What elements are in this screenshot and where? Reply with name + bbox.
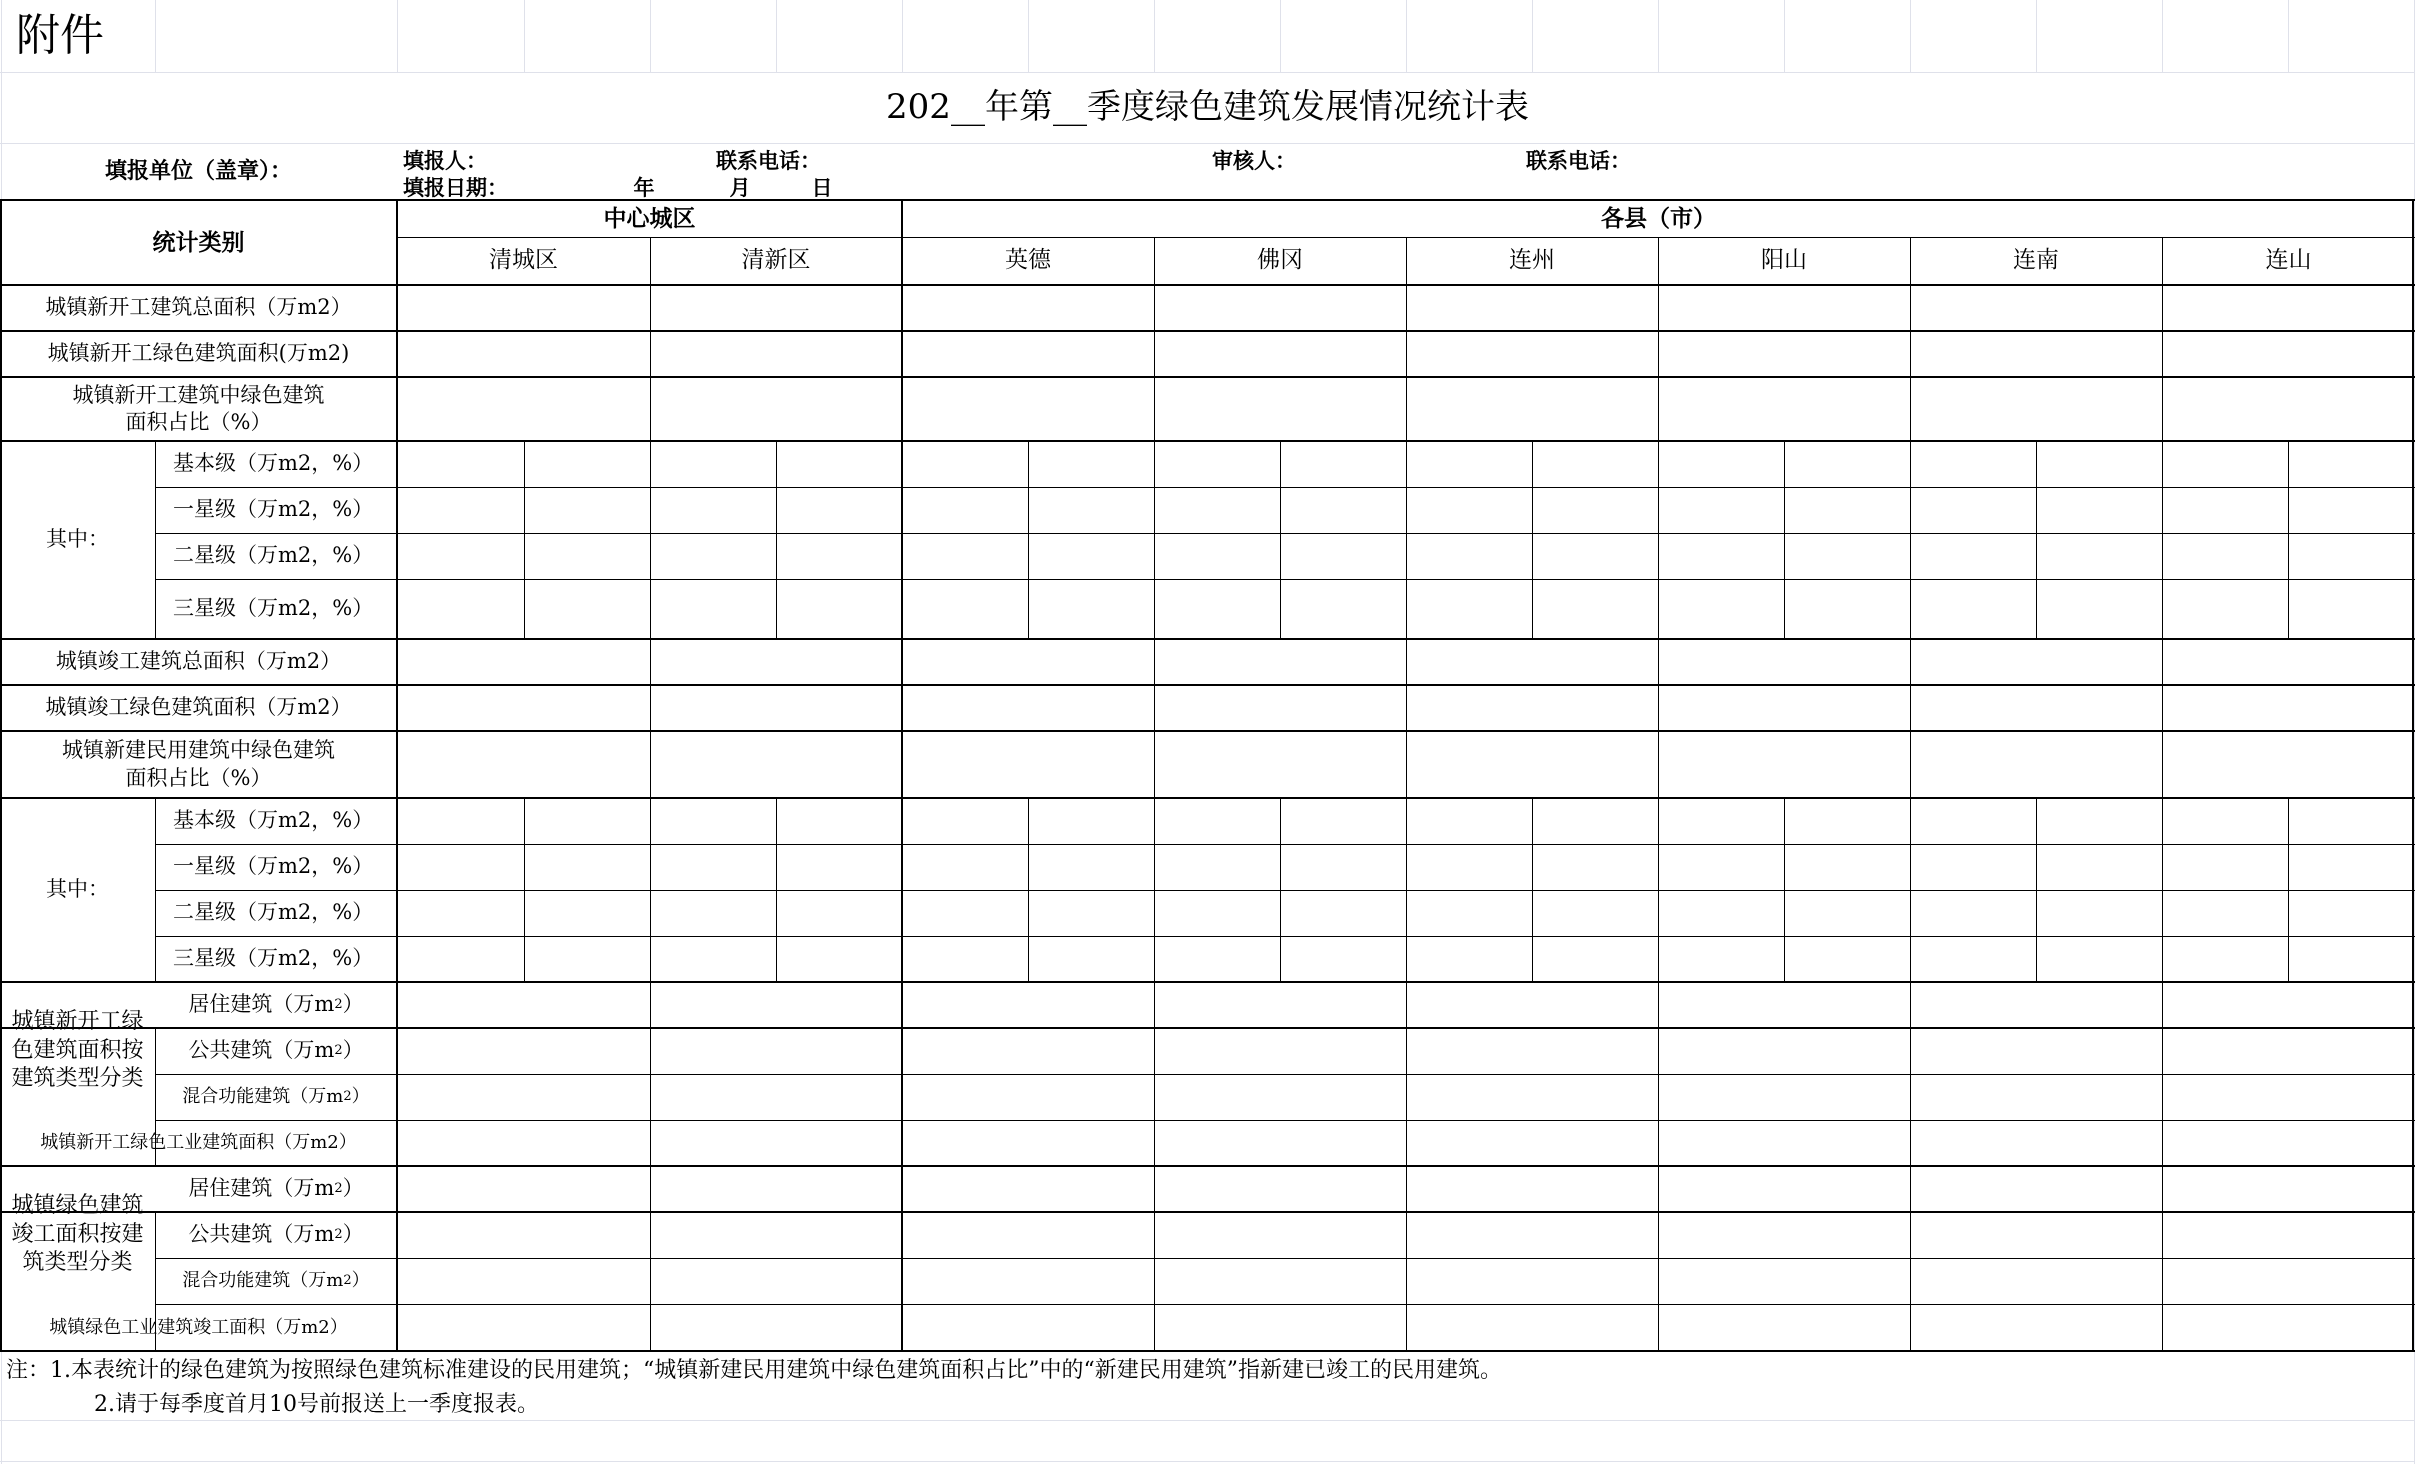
district-header: 清城区 <box>489 247 558 274</box>
block3-type-public-close: ） <box>342 1038 364 1063</box>
table-line <box>776 441 777 640</box>
district-header: 英德 <box>1005 247 1051 274</box>
block3-label-line-1: 城镇新开工绿 <box>11 1009 144 1035</box>
gridline-v <box>1028 0 1029 73</box>
row-label-new-total: 城镇新开工建筑总面积（万m2） <box>45 295 352 320</box>
block1-level-label: 二星级（万m2，%） <box>173 543 374 568</box>
table-line <box>155 533 2415 534</box>
block1-label: 其中： <box>46 527 109 552</box>
row-label-done-total: 城镇竣工建筑总面积（万m2） <box>55 649 342 674</box>
table-line <box>155 936 2415 937</box>
date-label: 填报日期： <box>403 174 508 200</box>
block4-type-mixed <box>155 1258 397 1304</box>
gridline-v <box>2162 0 2163 73</box>
table-line <box>524 441 525 640</box>
block1-level-label: 三星级（万m2，%） <box>173 596 374 621</box>
date-day: 日 <box>811 174 833 200</box>
block2-level-label: 基本级（万m2，%） <box>173 808 374 833</box>
block4-label-line-1: 城镇绿色建筑 <box>11 1193 144 1219</box>
row-label-industrial-done: 城镇绿色工业建筑竣工面积（万m2） <box>49 1316 348 1338</box>
reporter-label: 填报人： <box>403 148 487 174</box>
table-line <box>1910 237 1911 1352</box>
row-label-civil-green-ratio-line-1: 城镇新建民用建筑中绿色建筑 <box>62 738 335 763</box>
block4-type-residential-text: 居住建筑（万m <box>188 1176 335 1201</box>
gridline-v <box>1406 0 1407 73</box>
gridline-v <box>1280 0 1281 73</box>
table-line <box>1028 798 1029 983</box>
gridline-v <box>1154 0 1155 73</box>
table-line <box>2036 798 2037 983</box>
table-line <box>1784 798 1785 983</box>
block3-type-residential-text: 居住建筑（万m <box>188 992 335 1017</box>
table-line <box>1280 798 1281 983</box>
table-line <box>650 237 651 1352</box>
table-line <box>2162 237 2163 1352</box>
table-line <box>1532 441 1533 640</box>
block4-label-line-3: 筑类型分类 <box>22 1250 133 1276</box>
block3-label-line-3: 建筑类型分类 <box>11 1066 144 1092</box>
reviewer-label: 审核人： <box>1212 148 1296 174</box>
block3-label <box>0 982 155 1120</box>
district-header: 连南 <box>2013 247 2059 274</box>
table-line <box>2036 441 2037 640</box>
block3-type-residential-superscript: 2 <box>334 996 343 1012</box>
gridline-v <box>650 0 651 73</box>
table-line <box>155 579 2415 580</box>
block4-type-public <box>155 1212 397 1258</box>
block4-type-residential-superscript: 2 <box>334 1180 343 1196</box>
block3-type-mixed-text: 混合功能建筑（万m <box>182 1086 344 1108</box>
table-line <box>1280 441 1281 640</box>
block3-type-public-text: 公共建筑（万m <box>188 1038 335 1063</box>
gridline-v <box>524 0 525 73</box>
table-line <box>155 487 2415 488</box>
block4-type-residential <box>155 1166 397 1212</box>
row-label-new-green-ratio-line-2: 面积占比（%） <box>125 410 272 434</box>
note-line-1: 注：1.本表统计的绿色建筑为按照绿色建筑标准建设的民用建筑；“城镇新建民用建筑中绿色建筑面积占比”中的“新建民用建筑”指新建已竣工的民用建筑。 <box>6 1357 1502 1383</box>
block4-type-mixed-text: 混合功能建筑（万m <box>182 1270 344 1292</box>
date-year: 年 <box>633 174 655 200</box>
table-line <box>1784 441 1785 640</box>
block4-type-public-superscript: 2 <box>334 1226 343 1242</box>
block3-type-public <box>155 1028 397 1074</box>
district-header: 佛冈 <box>1257 247 1303 274</box>
block3-type-mixed-close: ） <box>351 1086 370 1108</box>
district-header: 清新区 <box>741 247 811 274</box>
page-title: 202__年第__季度绿色建筑发展情况统计表 <box>886 87 1529 128</box>
row-label-done-green: 城镇竣工绿色建筑面积（万m2） <box>45 695 352 720</box>
table-line <box>901 200 903 1352</box>
gridline-v <box>1910 0 1911 73</box>
district-header: 阳山 <box>1761 247 1807 274</box>
unit-label: 填报单位（盖章）： <box>104 158 292 185</box>
gridline-v <box>776 0 777 73</box>
gridline-v <box>902 0 903 73</box>
attachment-label: 附件 <box>16 10 104 62</box>
table-line <box>155 1258 2415 1259</box>
table-line <box>1406 237 1407 1352</box>
block4-label <box>0 1166 155 1304</box>
phone-label-2: 联系电话： <box>1526 148 1631 174</box>
gridline-v <box>397 0 398 73</box>
block4-type-mixed-close: ） <box>351 1270 370 1292</box>
table-line <box>2288 441 2289 640</box>
gridline-v <box>2288 0 2289 73</box>
table-line <box>2288 798 2289 983</box>
row-label-new-green-ratio <box>0 377 397 441</box>
block2-level-label: 一星级（万m2，%） <box>173 854 374 879</box>
row-label-new-green: 城镇新开工绿色建筑面积(万m2) <box>47 341 350 366</box>
block4-label-line-2: 竣工面积按建 <box>11 1221 144 1247</box>
table-line <box>155 890 2415 891</box>
table-line <box>155 1304 2415 1305</box>
block2-level-label: 二星级（万m2，%） <box>173 900 374 925</box>
table-line <box>1154 237 1155 1352</box>
table-line <box>155 1074 2415 1075</box>
table-border-right <box>2412 200 2414 1352</box>
block3-type-public-superscript: 2 <box>334 1042 343 1058</box>
gridline-v <box>2036 0 2037 73</box>
gridline-v <box>1784 0 1785 73</box>
block2-label: 其中： <box>46 877 109 902</box>
row-label-new-green-ratio-line-1: 城镇新开工建筑中绿色建筑 <box>72 382 325 407</box>
group-counties-header: 各县（市） <box>1601 204 1716 232</box>
note-line-2: 2.请于每季度首月10号前报送上一季度报表。 <box>94 1391 539 1417</box>
table-line <box>1532 798 1533 983</box>
row-label-industrial-new: 城镇新开工绿色工业建筑面积（万m2） <box>40 1132 357 1154</box>
gridline-v <box>1532 0 1533 73</box>
date-month: 月 <box>729 174 751 200</box>
table-line <box>776 798 777 983</box>
table-line <box>155 844 2415 845</box>
gridline-v <box>155 0 156 73</box>
phone-label-1: 联系电话： <box>716 148 821 174</box>
district-header: 连山 <box>2265 247 2312 274</box>
table-line <box>1028 441 1029 640</box>
block4-type-mixed-superscript: 2 <box>343 1272 352 1288</box>
district-header: 连州 <box>1509 247 1555 274</box>
group-center-header: 中心城区 <box>603 204 696 232</box>
block4-type-public-close: ） <box>342 1222 364 1247</box>
block4-type-public-text: 公共建筑（万m <box>188 1222 335 1247</box>
category-header: 统计类别 <box>152 228 245 256</box>
block1-level-label: 基本级（万m2，%） <box>173 451 374 476</box>
block3-type-mixed-superscript: 2 <box>343 1088 352 1104</box>
table-line <box>155 1120 2415 1121</box>
block4-type-residential-close: ） <box>342 1176 364 1201</box>
table-line <box>1658 237 1659 1352</box>
block3-label-line-2: 色建筑面积按 <box>11 1037 144 1063</box>
row-label-civil-green-ratio-line-2: 面积占比（%） <box>125 765 272 790</box>
gridline-h <box>0 1461 2415 1462</box>
gridline-v <box>1658 0 1659 73</box>
block1-level-label: 一星级（万m2，%） <box>173 497 374 522</box>
block2-level-label: 三星级（万m2，%） <box>173 946 374 971</box>
row-label-civil-green-ratio <box>0 731 397 798</box>
table-line <box>524 798 525 983</box>
block3-type-mixed <box>155 1074 397 1120</box>
block3-type-residential <box>155 982 397 1028</box>
block3-type-residential-close: ） <box>342 992 364 1017</box>
